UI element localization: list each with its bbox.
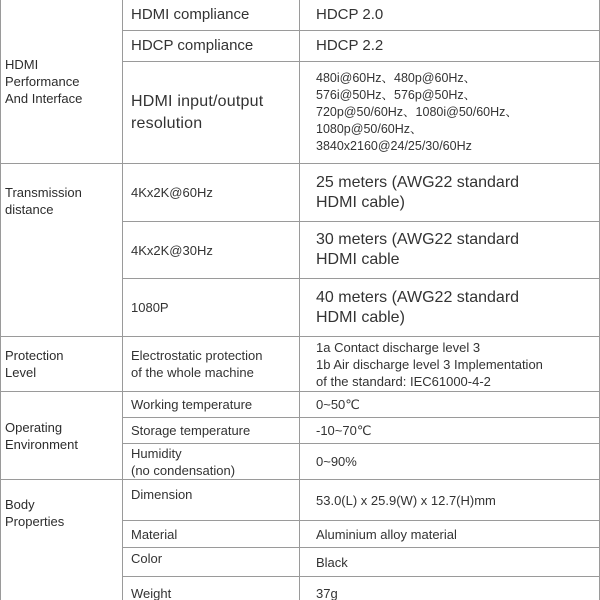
- row-value: -10~70℃: [300, 418, 600, 444]
- section-body-properties: Body Properties: [1, 480, 123, 600]
- row-value: 480i@60Hz、480p@60Hz、 576i@50Hz、576p@50Hz、 720p@50/60Hz、1080i@50/60Hz、 1080p@50/60Hz、 3840x2160@24/25/30/60Hz: [300, 62, 600, 164]
- section-transmission-distance: Transmission distance: [1, 164, 123, 337]
- row-item: HDMI compliance: [123, 0, 300, 31]
- row-item: 1080P: [123, 279, 300, 337]
- row-item: Material: [123, 521, 300, 548]
- row-value: 25 meters (AWG22 standard HDMI cable): [300, 164, 600, 222]
- row-value: Aluminium alloy material: [300, 521, 600, 548]
- row-item: Humidity (no condensation): [123, 444, 300, 480]
- table-row: [1, 164, 600, 222]
- row-item: Electrostatic protection of the whole machine: [123, 337, 300, 392]
- row-value: 0~50℃: [300, 392, 600, 418]
- section-hdmi-performance: HDMI Performance And Interface: [1, 0, 123, 164]
- section-protection-level: Protection Level: [1, 337, 123, 392]
- row-value: 30 meters (AWG22 standard HDMI cable: [300, 222, 600, 279]
- row-item: Dimension: [123, 480, 300, 521]
- row-item: Storage temperature: [123, 418, 300, 444]
- row-item: Working temperature: [123, 392, 300, 418]
- row-value: 53.0(L) x 25.9(W) x 12.7(H)mm: [300, 480, 600, 521]
- row-item: 4Kx2K@60Hz: [123, 164, 300, 222]
- row-item: Color: [123, 548, 300, 577]
- row-value: 37g: [300, 577, 600, 600]
- row-value: 40 meters (AWG22 standard HDMI cable): [300, 279, 600, 337]
- row-value: 0~90%: [300, 444, 600, 480]
- table-row: [1, 392, 600, 418]
- row-item: Weight: [123, 577, 300, 600]
- row-value: HDCP 2.0: [300, 0, 600, 31]
- row-value: HDCP 2.2: [300, 31, 600, 62]
- row-item: 4Kx2K@30Hz: [123, 222, 300, 279]
- section-operating-environment: Operating Environment: [1, 392, 123, 480]
- row-value: 1a Contact discharge level 3 1b Air discharge level 3 Implementation of the standard: IEC61000-4-2: [300, 337, 600, 392]
- row-value: Black: [300, 548, 600, 577]
- table-row: [1, 0, 600, 31]
- row-item: HDMI input/output resolution: [123, 62, 300, 164]
- row-item: HDCP compliance: [123, 31, 300, 62]
- table-row: [1, 480, 600, 521]
- table-row: [1, 337, 600, 392]
